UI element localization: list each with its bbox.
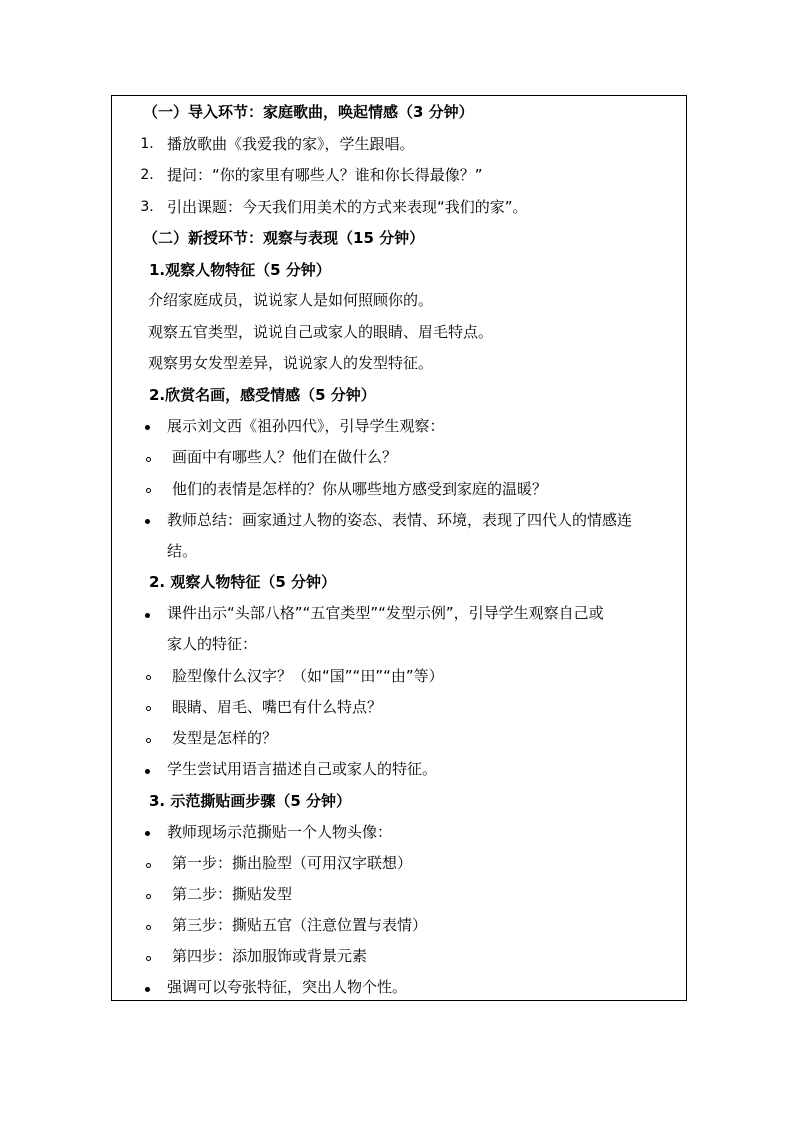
list-number: 3. [140, 199, 154, 215]
bullet-item-continuation: 结。 [167, 542, 198, 560]
list-number: 1. [140, 136, 154, 152]
sub-bullet-icon [146, 706, 151, 711]
bullet-icon [145, 831, 150, 836]
step-item: 第一步：撕出脸型（可用汉字联想） [172, 854, 413, 872]
sub-bullet-icon [146, 675, 151, 680]
list-item: 引出课题：今天我们用美术的方式来表现“我们的家”。 [167, 198, 528, 216]
list-number: 2. [140, 167, 154, 183]
step-item: 第四步：添加服饰或背景元素 [172, 947, 368, 965]
sub-bullet-item: 他们的表情是怎样的？你从哪些地方感受到家庭的温暖？ [172, 480, 548, 498]
sub-bullet-icon [146, 863, 151, 868]
step-item: 第二步：撕贴发型 [172, 885, 293, 903]
paragraph-line: 观察五官类型，说说自己或家人的眼睛、眉毛特点。 [148, 323, 494, 341]
sub-bullet-icon [146, 894, 151, 899]
bullet-icon [145, 425, 150, 430]
sub-bullet-icon [146, 488, 151, 493]
sub-bullet-item: 画面中有哪些人？他们在做什么？ [172, 448, 398, 466]
section1-heading: （一）导入环节：家庭歌曲，唤起情感（3 分钟） [143, 103, 474, 121]
sub-bullet-icon [146, 738, 151, 743]
bullet-item: 强调可以夸张特征，突出人物个性。 [167, 978, 408, 996]
sub-bullet-icon [146, 925, 151, 930]
sub-bullet-icon [146, 457, 151, 462]
part4-heading: 3. 示范撕贴画步骤（5 分钟） [149, 792, 352, 810]
bullet-icon [145, 519, 150, 524]
paragraph-line: 观察男女发型差异，说说家人的发型特征。 [148, 354, 434, 372]
sub-bullet-item: 眼睛、眉毛、嘴巴有什么特点？ [172, 698, 383, 716]
bullet-icon [145, 769, 150, 774]
bullet-icon [145, 987, 150, 992]
bullet-item: 展示刘文西《祖孙四代》，引导学生观察： [167, 417, 445, 435]
part3-heading: 2. 观察人物特征（5 分钟） [149, 573, 337, 591]
part1-heading: 1.观察人物特征（5 分钟） [149, 261, 331, 279]
section2-heading: （二）新授环节：观察与表现（15 分钟） [143, 229, 425, 247]
part2-heading: 2.欣赏名画，感受情感（5 分钟） [149, 386, 376, 404]
list-item: 提问：“你的家里有哪些人？谁和你长得最像？” [167, 166, 483, 184]
bullet-item: 课件出示“头部八格”“五官类型”“发型示例”，引导学生观察自己或 [167, 604, 604, 622]
sub-bullet-item: 发型是怎样的？ [172, 729, 278, 747]
bullet-item: 教师总结：画家通过人物的姿态、表情、环境，表现了四代人的情感连 [167, 511, 633, 529]
bullet-item: 学生尝试用语言描述自己或家人的特征。 [167, 760, 438, 778]
bullet-item-continuation: 家人的特征： [167, 635, 258, 653]
sub-bullet-icon [146, 956, 151, 961]
bullet-icon [145, 613, 150, 618]
step-item: 第三步：撕贴五官（注意位置与表情） [172, 916, 428, 934]
sub-bullet-item: 脸型像什么汉字？（如“国”“田”“由”等） [172, 667, 444, 685]
list-item: 播放歌曲《我爱我的家》，学生跟唱。 [167, 135, 415, 153]
paragraph-line: 介绍家庭成员，说说家人是如何照顾你的。 [148, 291, 434, 309]
bullet-item: 教师现场示范撕贴一个人物头像： [167, 823, 393, 841]
